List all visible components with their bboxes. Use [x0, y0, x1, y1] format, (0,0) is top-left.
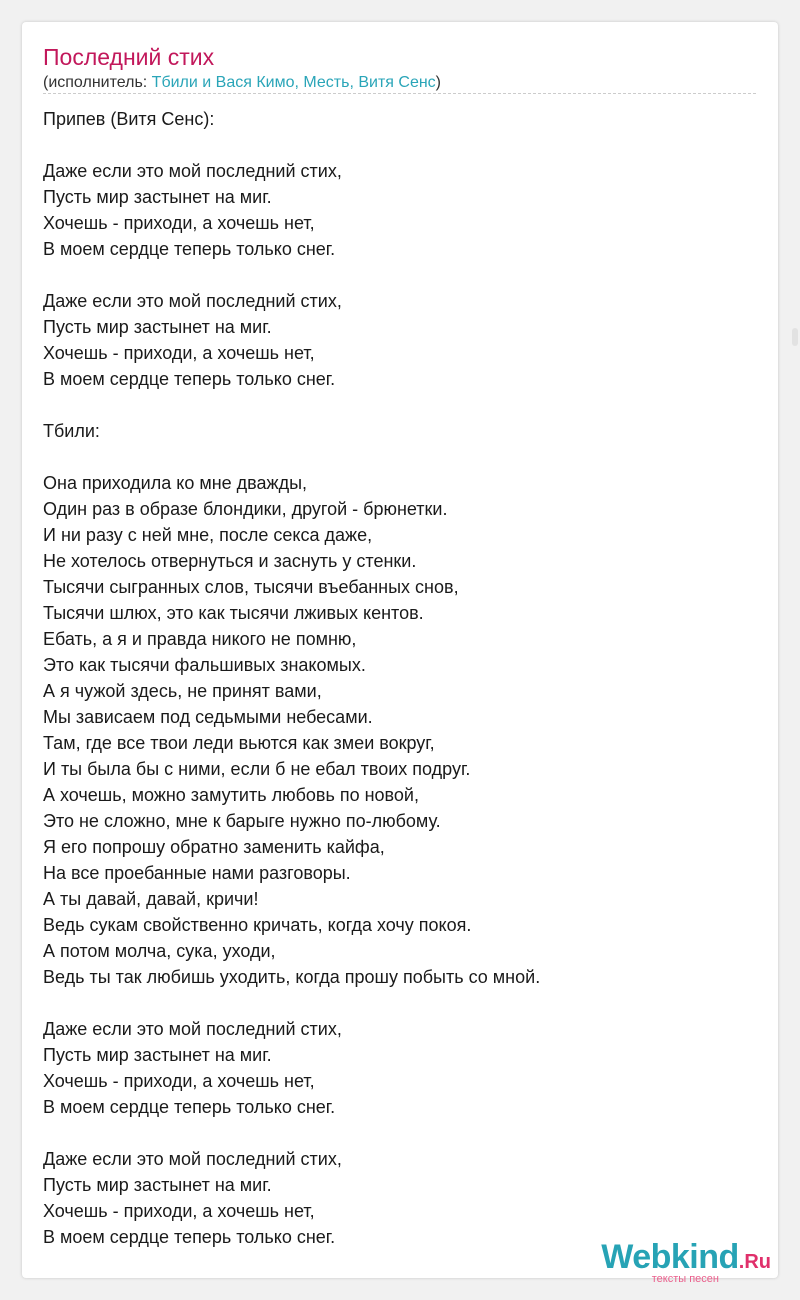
- lyric-line: Хочешь - приходи, а хочешь нет,: [43, 213, 315, 233]
- lyric-line: На все проебанные нами разговоры.: [43, 863, 351, 883]
- performer-prefix: (исполнитель:: [43, 74, 152, 91]
- lyric-line: В моем сердце теперь только снег.: [43, 1097, 336, 1117]
- lyric-line: Это как тысячи фальшивых знакомых.: [43, 655, 366, 675]
- lyric-line: И ты была бы с ними, если б не ебал твоих подруг.: [43, 759, 471, 779]
- logo-tagline: тексты песен: [651, 1273, 719, 1285]
- lyric-line: Даже если это мой последний стих,: [43, 1019, 342, 1039]
- lyric-line: Тбили:: [43, 421, 100, 441]
- lyric-line: А я чужой здесь, не принят вами,: [43, 681, 322, 701]
- site-logo[interactable]: [601, 1238, 771, 1285]
- scrollbar-thumb[interactable]: [792, 328, 798, 346]
- lyric-line: В моем сердце теперь только снег.: [43, 369, 336, 389]
- stanza-break: [43, 1120, 756, 1146]
- lyric-line: Я его попрошу обратно заменить кайфа,: [43, 837, 385, 857]
- lyric-line: В моем сердце теперь только снег.: [43, 239, 336, 259]
- performers-link[interactable]: Тбили и Вася Кимо, Месть, Витя Сенс: [151, 74, 436, 91]
- lyric-line: Там, где все твои леди вьются как змеи вокруг,: [43, 733, 435, 753]
- performer-suffix: ): [435, 74, 441, 91]
- stanza-break: [43, 392, 756, 418]
- lyric-line: Один раз в образе блондики, другой - брюнетки.: [43, 499, 448, 519]
- stanza-break: [43, 444, 756, 470]
- lyric-line: Пусть мир застынет на миг.: [43, 1175, 272, 1195]
- lyric-line: Даже если это мой последний стих,: [43, 1149, 342, 1169]
- performer-line: [43, 73, 441, 93]
- lyric-line: Тысячи шлюх, это как тысячи лживых кентов.: [43, 603, 424, 623]
- lyric-line: А потом молча, сука, уходи,: [43, 941, 276, 961]
- lyric-line: Ебать, а я и правда никого не помню,: [43, 629, 357, 649]
- lyric-line: Пусть мир застынет на миг.: [43, 317, 272, 337]
- stanza-break: [43, 132, 756, 158]
- lyric-line: Не хотелось отвернуться и заснуть у стенки.: [43, 551, 417, 571]
- lyric-line: Пусть мир застынет на миг.: [43, 1045, 272, 1065]
- lyric-line: Ведь ты так любишь уходить, когда прошу побыть со мной.: [43, 967, 541, 987]
- lyric-line: Даже если это мой последний стих,: [43, 161, 342, 181]
- title-divider: [43, 93, 756, 94]
- song-title: Последний стих: [43, 44, 215, 70]
- lyric-line: А ты давай, давай, кричи!: [43, 889, 259, 909]
- logo-wordmark: Webkind: [601, 1238, 739, 1276]
- lyric-line: Хочешь - приходи, а хочешь нет,: [43, 1201, 315, 1221]
- lyric-line: Пусть мир застынет на миг.: [43, 187, 272, 207]
- lyrics-card: [22, 22, 778, 1285]
- lyric-line: Это не сложно, мне к барыге нужно по-любому.: [43, 811, 441, 831]
- stanza-break: [43, 262, 756, 288]
- lyric-line: В моем сердце теперь только снег.: [43, 1227, 336, 1247]
- lyric-line: Хочешь - приходи, а хочешь нет,: [43, 1071, 315, 1091]
- lyric-line: И ни разу с ней мне, после секса даже,: [43, 525, 373, 545]
- lyric-line: Тысячи сыгранных слов, тысячи въебанных снов,: [43, 577, 459, 597]
- lyric-line: Ведь сукам свойственно кричать, когда хочу покоя.: [43, 915, 472, 935]
- logo-domain: .Ru: [738, 1251, 771, 1273]
- lyrics-text: [43, 106, 756, 1250]
- lyric-line: Мы зависаем под седьмыми небесами.: [43, 707, 373, 727]
- stanza-break: [43, 990, 756, 1016]
- lyric-line: Хочешь - приходи, а хочешь нет,: [43, 343, 315, 363]
- lyric-line: Даже если это мой последний стих,: [43, 291, 342, 311]
- lyric-line: Она приходила ко мне дважды,: [43, 473, 308, 493]
- lyric-line: Припев (Витя Сенс):: [43, 109, 215, 129]
- lyric-line: А хочешь, можно замутить любовь по новой,: [43, 785, 419, 805]
